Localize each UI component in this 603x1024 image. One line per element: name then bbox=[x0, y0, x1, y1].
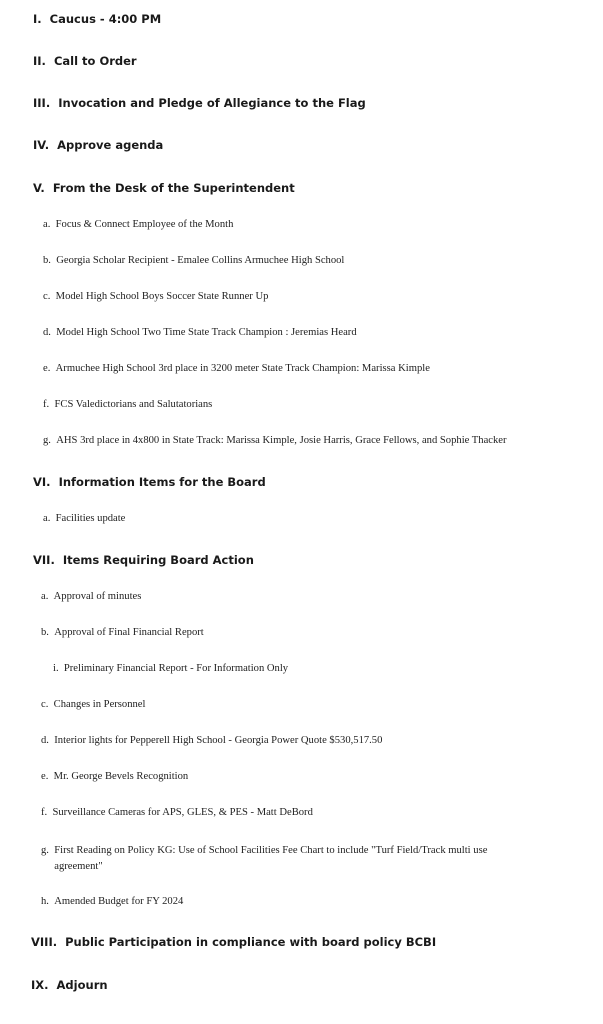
item-text: Armuchee High School 3rd place in 3200 meter State Track Champion: Marissa Kimple bbox=[55, 363, 430, 374]
list-item bbox=[41, 843, 541, 875]
sub-list-item bbox=[53, 663, 288, 674]
item-text: Approval of Final Financial Report bbox=[54, 627, 204, 638]
list-item bbox=[43, 513, 125, 524]
section-title: Call to Order bbox=[53, 54, 137, 68]
section-title: Items Requiring Board Action bbox=[62, 553, 254, 567]
item-letter: g. bbox=[41, 845, 49, 856]
item-letter: f. bbox=[41, 807, 48, 818]
list-item bbox=[41, 807, 313, 818]
item-text: Model High School Two Time State Track Champion : Jeremias Heard bbox=[56, 327, 357, 338]
list-item bbox=[41, 896, 183, 907]
section-number: VII. bbox=[33, 553, 55, 567]
section-heading bbox=[33, 138, 163, 152]
list-item bbox=[43, 363, 430, 374]
section-number: IX. bbox=[31, 978, 49, 992]
item-letter: b. bbox=[41, 627, 49, 638]
item-text: Facilities update bbox=[55, 513, 126, 524]
item-text: Model High School Boys Soccer State Runner Up bbox=[55, 291, 269, 302]
list-item bbox=[43, 255, 344, 266]
section-title: Adjourn bbox=[56, 978, 108, 992]
section-number: VI. bbox=[33, 475, 51, 489]
section-number: V. bbox=[33, 181, 45, 195]
list-item bbox=[43, 327, 357, 338]
item-text: FCS Valedictorians and Salutatorians bbox=[54, 399, 213, 410]
section-heading bbox=[33, 54, 137, 68]
section-title: Approve agenda bbox=[57, 138, 164, 152]
section-number: I. bbox=[33, 12, 42, 26]
item-text: AHS 3rd place in 4x800 in State Track: Marissa Kimple, Josie Harris, Grace Fellows, and Sophie Thacker bbox=[56, 435, 507, 446]
section-heading bbox=[33, 475, 266, 489]
section-number: VIII. bbox=[31, 935, 58, 949]
section-title: From the Desk of the Superintendent bbox=[52, 181, 295, 195]
item-letter: f. bbox=[43, 399, 50, 410]
item-text: Georgia Scholar Recipient - Emalee Collins Armuchee High School bbox=[56, 255, 345, 266]
item-text: Surveillance Cameras for APS, GLES, & PES - Matt DeBord bbox=[52, 807, 313, 818]
list-item bbox=[41, 735, 382, 746]
section-heading bbox=[33, 12, 161, 26]
item-text: Amended Budget for FY 2024 bbox=[54, 896, 184, 907]
item-letter: h. bbox=[41, 896, 49, 907]
section-heading bbox=[33, 96, 366, 110]
item-letter: d. bbox=[43, 327, 51, 338]
item-text: Interior lights for Pepperell High School - Georgia Power Quote $530,517.50 bbox=[54, 735, 383, 746]
item-text: Preliminary Financial Report - For Information Only bbox=[63, 663, 289, 674]
list-item bbox=[43, 219, 233, 230]
item-letter: a. bbox=[43, 513, 51, 524]
list-item bbox=[41, 771, 188, 782]
section-heading bbox=[31, 935, 436, 949]
list-item bbox=[41, 591, 141, 602]
item-letter: a. bbox=[41, 591, 49, 602]
item-letter: c. bbox=[43, 291, 51, 302]
section-number: II. bbox=[33, 54, 46, 68]
item-text: Mr. George Bevels Recognition bbox=[53, 771, 189, 782]
item-numeral: i. bbox=[53, 663, 59, 674]
section-heading bbox=[33, 553, 254, 567]
item-letter: c. bbox=[41, 699, 49, 710]
section-title: Information Items for the Board bbox=[58, 475, 266, 489]
section-heading bbox=[33, 181, 295, 195]
item-letter: b. bbox=[43, 255, 51, 266]
list-item bbox=[41, 699, 145, 710]
item-text: Focus & Connect Employee of the Month bbox=[55, 219, 234, 230]
item-text: First Reading on Policy KG: Use of School Facilities Fee Chart to include "Turf Field/Track multi use agreement" bbox=[54, 845, 488, 872]
item-letter: a. bbox=[43, 219, 51, 230]
list-item bbox=[41, 627, 204, 638]
section-title: Invocation and Pledge of Allegiance to the Flag bbox=[58, 96, 366, 110]
item-letter: g. bbox=[43, 435, 51, 446]
list-item bbox=[43, 435, 507, 446]
section-number: IV. bbox=[33, 138, 50, 152]
item-letter: e. bbox=[43, 363, 51, 374]
item-letter: d. bbox=[41, 735, 49, 746]
item-text: Approval of minutes bbox=[53, 591, 142, 602]
list-item bbox=[43, 399, 212, 410]
item-text: Changes in Personnel bbox=[53, 699, 146, 710]
section-heading bbox=[31, 978, 108, 992]
section-title: Caucus - 4:00 PM bbox=[49, 12, 162, 26]
item-letter: e. bbox=[41, 771, 49, 782]
list-item bbox=[43, 291, 268, 302]
section-number: III. bbox=[33, 96, 51, 110]
section-title: Public Participation in compliance with board policy BCBI bbox=[65, 935, 437, 949]
